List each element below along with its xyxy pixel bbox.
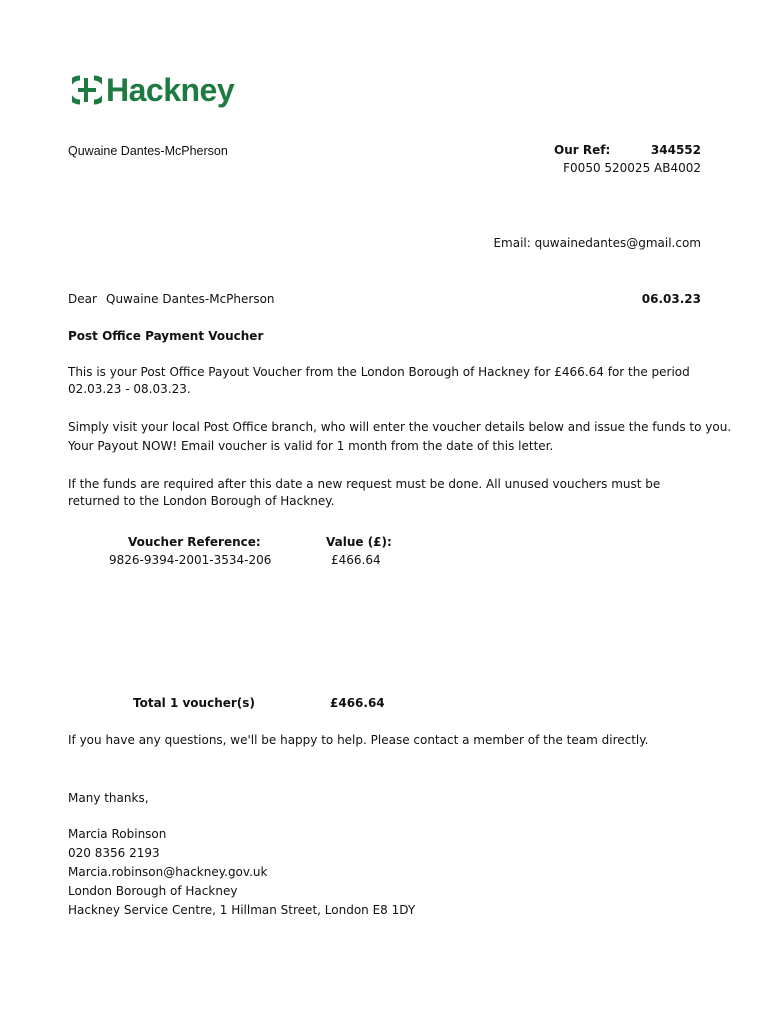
hackney-logo-icon [72, 75, 102, 105]
hackney-logo [72, 74, 234, 106]
paragraph-visit-line2: Your Payout NOW! Email voucher is valid for 1 month from the date of this letter. [68, 439, 554, 453]
salutation-dear: Dear [68, 292, 97, 306]
signature-organisation: London Borough of Hackney [68, 884, 238, 898]
closing-text: Many thanks, [68, 791, 149, 805]
paragraph-visit-line1: Simply visit your local Post Office branch, who will enter the voucher details below and issue the funds to you. [68, 420, 732, 434]
logo-wordmark: Hackney [106, 72, 235, 108]
recipient-name: Quwaine Dantes-McPherson [68, 144, 228, 158]
voucher-reference-cell: 9826-9394-2001-3534-206 [109, 553, 272, 567]
voucher-value-header: Value (£): [326, 535, 392, 549]
voucher-value-cell: £466.64 [331, 553, 381, 567]
paragraph-funds-required: If the funds are required after this date a new request must be done. All unused vouchers must be returned to the London Borough of Hackney. [68, 477, 661, 508]
signature-phone: 020 8356 2193 [68, 846, 160, 860]
email-line: Email: quwainedantes@gmail.com [493, 236, 701, 250]
subject-heading: Post Office Payment Voucher [68, 329, 264, 343]
paragraph-voucher-intro: This is your Post Office Payout Voucher from the London Borough of Hackney for £466.64 for the period 02.03.23 - 08.03.23. [68, 365, 690, 396]
questions-text: If you have any questions, we'll be happy to help. Please contact a member of the team directly. [68, 733, 649, 747]
letter-date: 06.03.23 [641, 292, 701, 306]
voucher-reference-header: Voucher Reference: [128, 535, 261, 549]
salutation-name: Quwaine Dantes-McPherson [106, 292, 275, 306]
ref-value: 344552 [650, 143, 701, 157]
ref-line2: F0050 520025 AB4002 [563, 161, 701, 175]
total-label: Total 1 voucher(s) [133, 696, 255, 710]
signature-name: Marcia Robinson [68, 827, 167, 841]
signature-address: Hackney Service Centre, 1 Hillman Street, London E8 1DY [68, 903, 416, 917]
signature-email[interactable]: Marcia.robinson@hackney.gov.uk [68, 865, 268, 879]
total-value: £466.64 [330, 696, 385, 710]
ref-label: Our Ref: [554, 143, 611, 157]
